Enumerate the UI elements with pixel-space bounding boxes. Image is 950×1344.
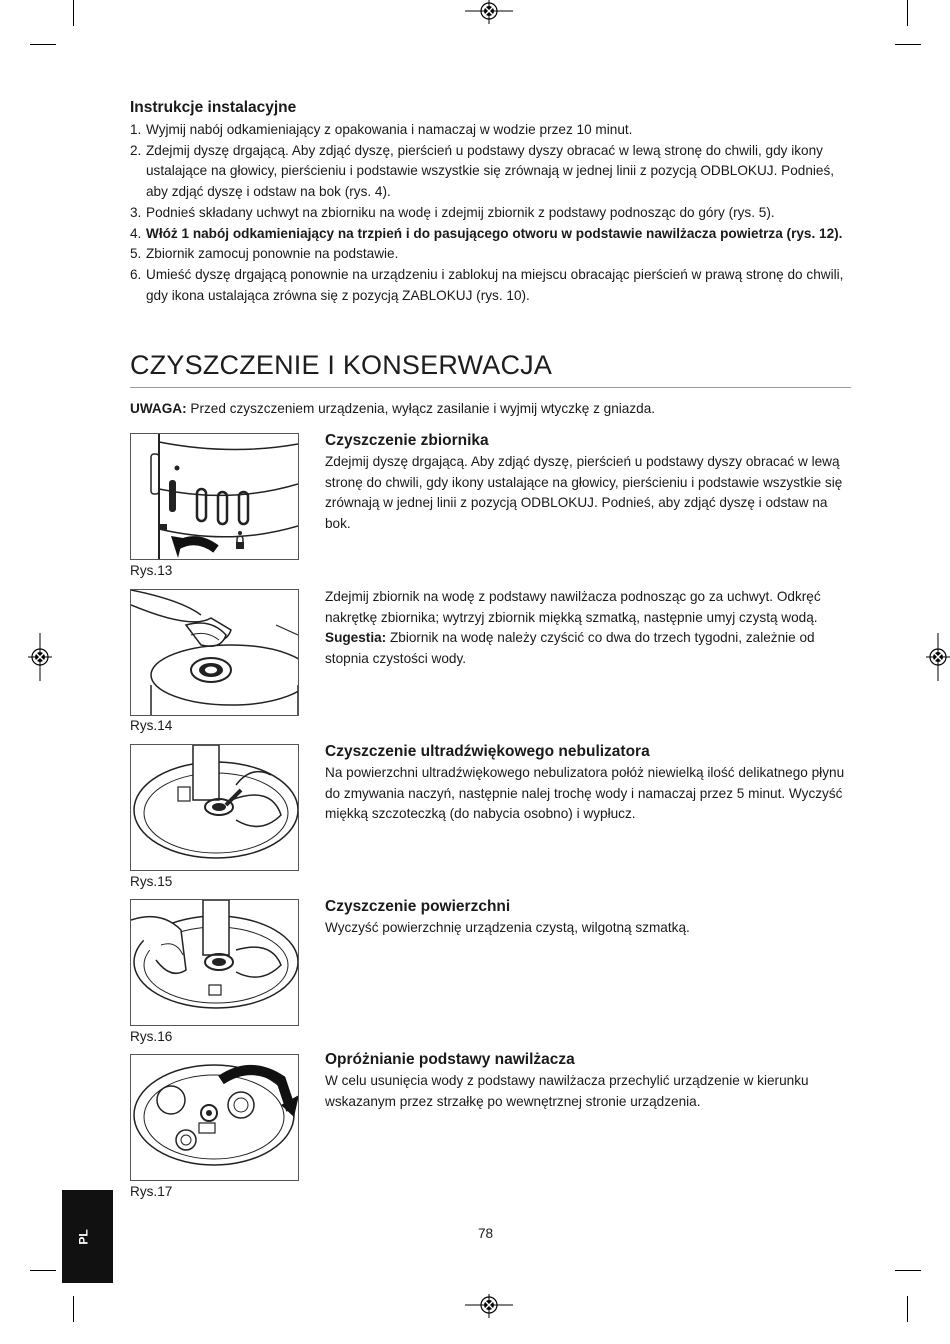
figure-14-illustration [130,589,299,716]
language-tab [62,1190,113,1283]
step-number: 2. [130,142,142,158]
figure-14-caption: Rys.14 [130,718,173,733]
step-text: Włóż 1 nabój odkamieniający na trzpień i do pasującego otworu w podstawie nawilżacza powietrza (rys. 12). [146,225,843,241]
crop-mark [895,1270,921,1271]
nebulizer-cleaning-block [325,743,850,825]
tip-text: Zbiornik na wodę należy czyścić co dwa do trzech tygodni, zależnie od stopnia czystości wody. [325,630,815,667]
warning-text: Przed czyszczeniem urządzenia, wyłącz zasilanie i wyjmij wtyczkę z gniazda. [186,401,656,416]
step-text: Podnieś składany uchwyt na zbiorniku na wodę i zdejmij zbiornik z podstawy podnosząc do góry (rys. 5). [146,204,775,220]
install-heading: Instrukcje instalacyjne [130,99,297,116]
figure-13-caption: Rys.13 [130,563,173,578]
tip-label: Sugestia: [325,630,387,646]
install-step [130,141,850,203]
registration-mark-icon [28,633,52,681]
language-label: PL [76,1229,91,1245]
install-step [130,244,850,265]
install-step [130,120,850,141]
nebulizer-cleaning-title: Czyszczenie ultradźwiękowego nebulizatora [325,743,650,760]
surface-cleaning-text: Wyczyść powierzchnię urządzenia czystą, wilgotną szmatką. [325,920,690,935]
figure-16-illustration [130,899,299,1026]
registration-mark-icon [465,1294,513,1318]
step-number: 5. [130,246,142,262]
step-text: Zdejmij dyszę drgającą. Aby zdjąć dyszę, pierścień u podstawy dyszy obracać w lewą stronę do chwili, gdy ikony ustalające na głowicy, pierścieniu i podstawie wszystkie się zrównają w jednej linii z pozycją ODBLOKUJ. Podnieś, aby zdjąć dyszę i odstaw na bok (rys. 4). [146,142,835,200]
figure-16-caption: Rys.16 [130,1029,173,1044]
step-number: 4. [130,225,142,241]
install-step [130,265,850,306]
figure-17-illustration [130,1054,299,1181]
figure-17-caption: Rys.17 [130,1184,173,1199]
step-number: 3. [130,204,142,220]
install-step [130,203,850,224]
step-text: Umieść dyszę drgającą ponownie na urządzeniu i zablokuj na miejscu obracając pierścień w prawą stronę do chwili, gdy ikona ustalająca zrówna się z pozycją ZABLOKUJ (rys. 10). [146,266,844,303]
crop-mark [907,0,908,26]
crop-mark [30,1270,56,1271]
install-steps-list [130,120,850,306]
step-text: Zbiornik zamocuj ponownie na podstawie. [146,246,399,262]
figure-15-illustration [130,744,299,871]
crop-mark [30,44,56,45]
registration-mark-icon [926,633,950,681]
section-title: CZYSZCZENIE I KONSERWACJA [130,350,553,380]
crop-mark [73,0,74,26]
tank-tip [325,628,850,669]
tank-rinse-block [325,587,850,670]
figure-13-illustration [130,433,299,560]
step-text: Wyjmij nabój odkamieniający z opakowania i namaczaj w wodzie przez 10 minut. [146,122,633,137]
figure-15-caption: Rys.15 [130,874,173,889]
page-number: 78 [478,1226,494,1241]
base-emptying-block [325,1051,850,1112]
base-emptying-title: Opróżnianie podstawy nawilżacza [325,1051,575,1068]
registration-mark-icon [465,0,513,24]
crop-mark [895,44,921,45]
crop-mark [907,1296,908,1322]
crop-mark [73,1296,74,1322]
tank-cleaning-block [325,432,850,535]
nebulizer-cleaning-text: Na powierzchni ultradźwiękowego nebulizatora połóż niewielką ilość delikatnego płynu do zmywania naczyń, następnie nalej trochę wody i namaczaj przez 5 minut. Wyczyść miękką szczoteczką (do nabycia osobno) i wypłucz. [325,765,845,822]
tank-cleaning-text: Zdejmij dyszę drgającą. Aby zdjąć dyszę, pierścień u podstawy dyszy obracać w lewą stronę do chwili, gdy ikony ustalające na głowicy, pierścieniu i podstawie wszystkie się zrównają w jednej linii z pozycją ODBLOKUJ. Podnieś, aby zdjąć dyszę i odstaw na bok. [325,454,843,532]
base-emptying-text: W celu usunięcia wody z podstawy nawilżacza przechylić urządzenie w kierunku wskazanym przez strzałkę po wewnętrznej stronie urządzenia. [325,1073,809,1109]
step-number: 1. [130,122,142,137]
warning-label: UWAGA: [130,401,187,416]
section-divider [130,387,851,388]
install-step [130,224,850,245]
surface-cleaning-title: Czyszczenie powierzchni [325,898,511,915]
step-number: 6. [130,266,142,282]
warning-note [130,401,655,416]
tank-cleaning-title: Czyszczenie zbiornika [325,432,489,449]
tank-rinse-text: Zdejmij zbiornik na wodę z podstawy nawilżacza podnosząc go za uchwyt. Odkręć nakrętkę zbiornika; wytrzyj zbiornik miękką szmatką, następnie umyj czystą wodą. [325,589,821,625]
surface-cleaning-block [325,898,850,939]
